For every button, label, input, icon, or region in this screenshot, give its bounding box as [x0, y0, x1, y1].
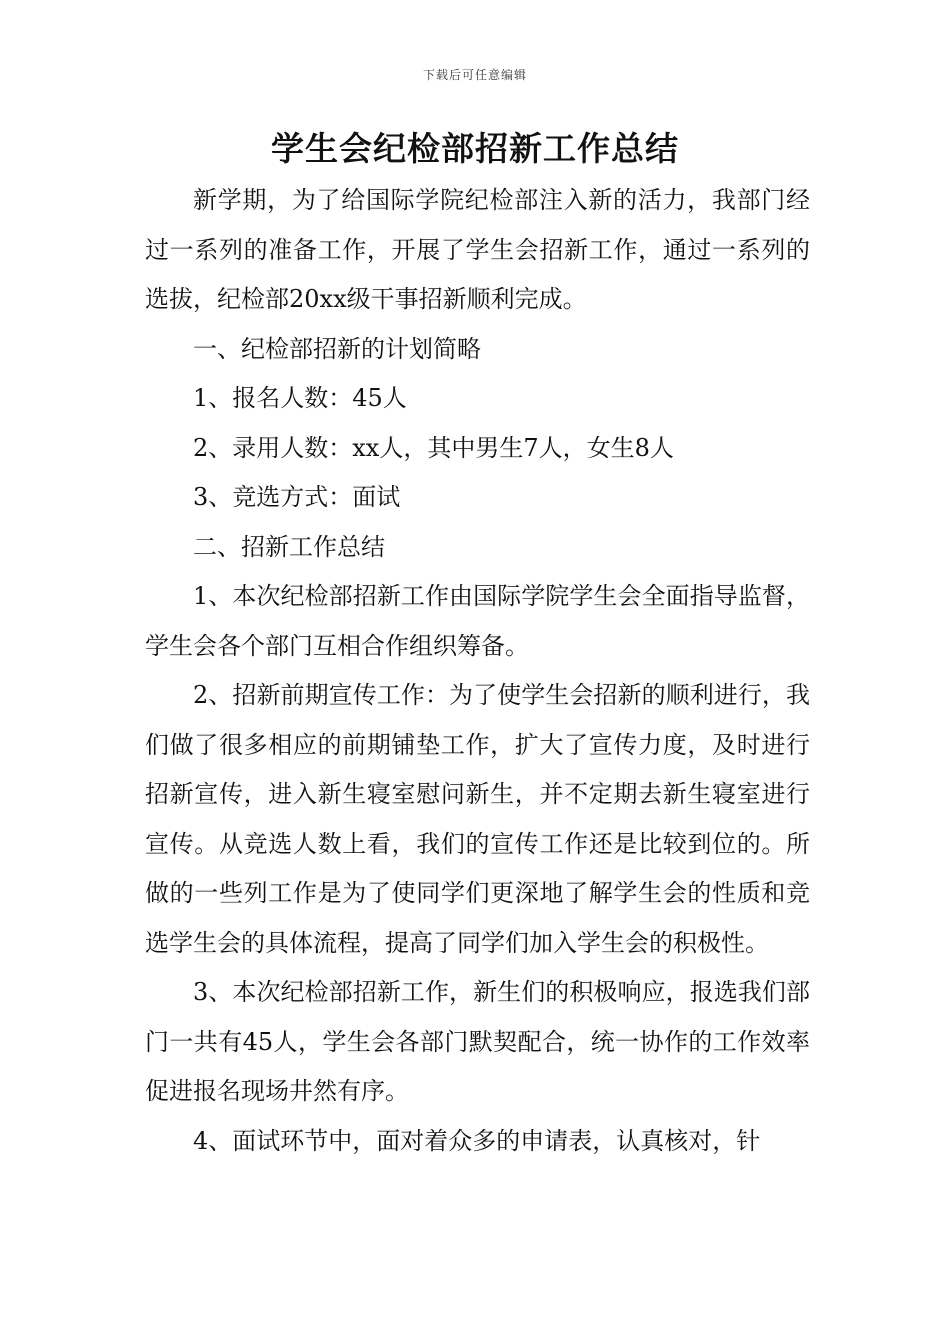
list-item-method: 3、竞选方式：面试	[193, 483, 401, 511]
list-item-hired: 2、录用人数：xx人，其中男生7人，女生8人	[193, 433, 674, 462]
paragraph-summary-4: 4、面试环节中，面对着众多的申请表，认真核对，针	[193, 1126, 761, 1155]
document-title: 学生会纪检部招新工作总结	[271, 129, 679, 168]
paragraph-summary-3: 3、本次纪检部招新工作，新生们的积极响应，报选我们部门一共有45人，学生会各部门默契配合，统一协作的工作效率促进报名现场井然有序。	[145, 978, 810, 1105]
section-heading-summary: 二、招新工作总结	[193, 532, 385, 561]
header-note: 下载后可任意编辑	[422, 68, 527, 82]
section-heading-plan: 一、纪检部招新的计划简略	[193, 334, 481, 363]
list-item-applicants: 1、报名人数：45人	[193, 384, 407, 412]
paragraph-summary-1: 1、本次纪检部招新工作由国际学院学生会全面指导监督，学生会各个部门互相合作组织筹备。	[145, 582, 810, 660]
document-body	[145, 176, 810, 1166]
paragraph-summary-2: 2、招新前期宣传工作：为了使学生会招新的顺利进行，我们做了很多相应的前期铺垫工作，扩大了宣传力度，及时进行招新宣传，进入新生寝室慰问新生，并不定期去新生寝室进行宣传。从竞选人数上看，我们的宣传工作还是比较到位的。所做的一些列工作是为了使同学们更深地了解学生会的性质和竞选学生会的具体流程，提高了同学们加入学生会的积极性。	[145, 681, 810, 957]
paragraph-intro: 新学期，为了给国际学院纪检部注入新的活力，我部门经过一系列的准备工作，开展了学生会招新工作，通过一系列的选拔，纪检部20xx级干事招新顺利完成。	[145, 186, 810, 313]
